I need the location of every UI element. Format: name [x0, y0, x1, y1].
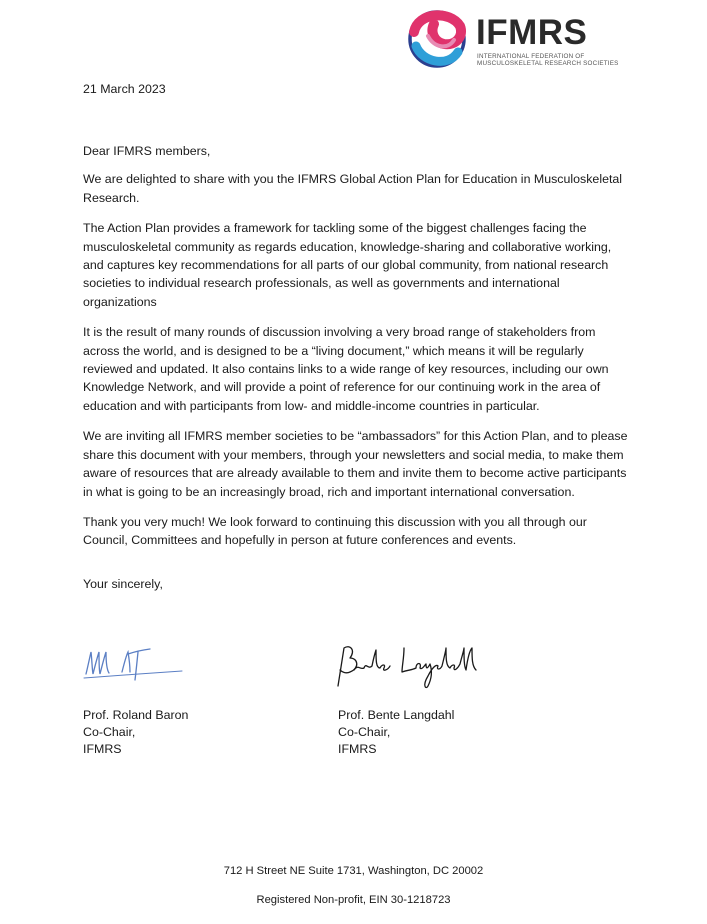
- logo-subtitle-line-2: MUSCULOSKELETAL RESEARCH SOCIETIES: [477, 60, 619, 68]
- paragraph-ambassadors: We are inviting all IFMRS member societies to be “ambassadors” for this Action Plan, and to please share this document with your members, through your newsletters and social media, to make them aware of resources that are already available to them and invite them to become active participants in what is going to be an increasingly broad, rich and important international conversation.: [83, 429, 628, 499]
- signatory-org: IFMRS: [83, 742, 122, 756]
- signatory-role: Co-Chair,: [83, 725, 136, 739]
- signatory-name: Prof. Bente Langdahl: [338, 708, 455, 722]
- logo-subtitle: [477, 53, 637, 67]
- closing: Your sincerely,: [83, 577, 163, 591]
- letter-date: 21 March 2023: [83, 82, 166, 96]
- signatory-role: Co-Chair,: [338, 725, 391, 739]
- signatory-org: IFMRS: [338, 742, 377, 756]
- signatory-roland-baron: [83, 707, 188, 758]
- paragraph-framework: The Action Plan provides a framework for tackling some of the biggest challenges facing the musculoskeletal community as regards education, knowledge-sharing and collaborative working, and captures key recommendations for all parts of our global community, from national research societies to individual research professionals, as well as governments and international organizations: [83, 221, 612, 309]
- paragraph-intro: We are delighted to share with you the IFMRS Global Action Plan for Education in Musculoskeletal Research.: [83, 172, 623, 205]
- signatory-name: Prof. Roland Baron: [83, 708, 189, 722]
- signature-roland-baron: [82, 640, 187, 690]
- footer-registration: Registered Non-profit, EIN 30-1218723: [256, 894, 451, 906]
- paragraph-thanks: Thank you very much! We look forward to continuing this discussion with you all through our Council, Committees and hopefully in person at future conferences and events.: [83, 514, 587, 548]
- salutation: Dear IFMRS members,: [83, 144, 211, 158]
- footer-address: 712 H Street NE Suite 1731, Washington, DC 20002: [223, 865, 484, 877]
- paragraph-process: It is the result of many rounds of discussion involving a very broad range of stakeholders from across the world, and is designed to be a “living document,” which means it will be regularly reviewed and updated. It also contains links to a wide range of key resources, including our own Knowledge Network, and will provide a point of reference for our continuing work in the area of education and with participants from low- and middle-income countries in particular.: [83, 325, 609, 413]
- logo-wordmark: IFMRS: [476, 13, 588, 52]
- letter-body: [83, 142, 628, 562]
- signatory-bente-langdahl: [338, 707, 454, 758]
- ifmrs-logo-mark-icon: [404, 6, 470, 72]
- logo-subtitle-line-1: INTERNATIONAL FEDERATION OF: [477, 53, 585, 60]
- signature-bente-langdahl: [332, 636, 484, 694]
- ifmrs-logo: [404, 6, 629, 72]
